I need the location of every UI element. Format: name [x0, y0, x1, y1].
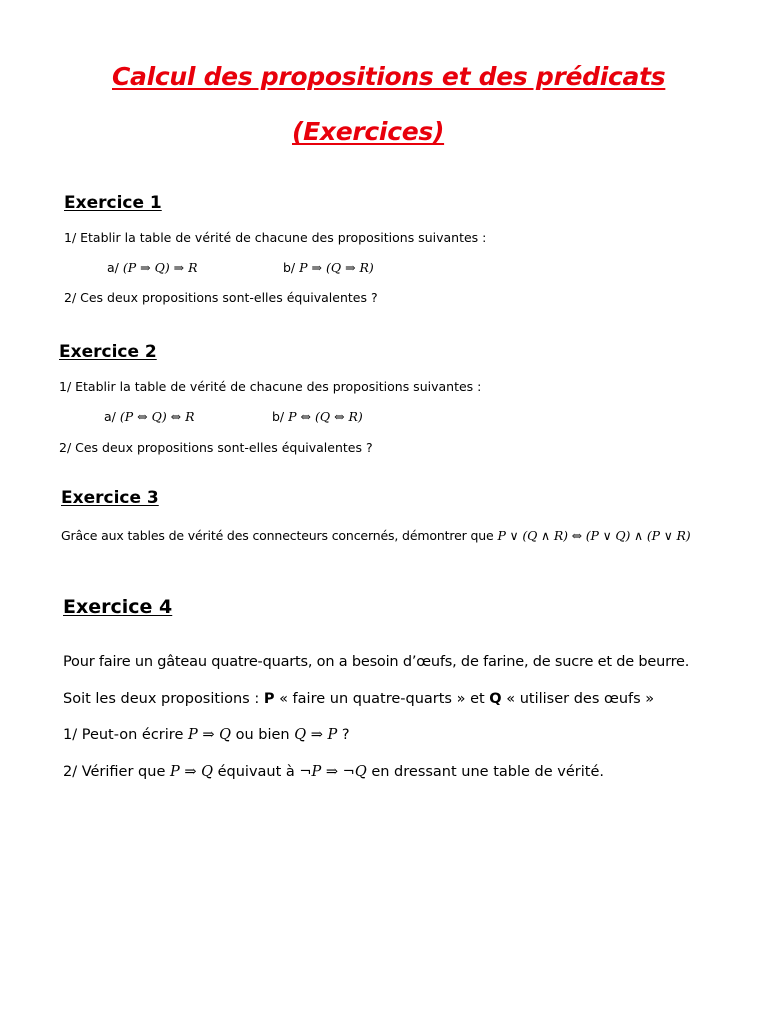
exercise-2-item-a-label: a/: [104, 409, 116, 424]
exercise-3-text: Grâce aux tables de vérité des connecteurs concernés, démontrer que: [61, 528, 494, 543]
exercise-3-statement: [61, 528, 691, 543]
exercise-4-heading: Exercice 4: [63, 596, 173, 618]
exercise-1-heading: Exercice 1: [64, 193, 162, 213]
exercise-4-proposition-p: P: [263, 691, 275, 707]
exercise-4-question-2: [63, 764, 604, 780]
exercise-4-question-2-text-c: en dressant une table de vérité.: [371, 764, 604, 780]
exercise-4-question-1-text-c: ?: [341, 727, 350, 743]
exercise-1-item-a-formula: (P ⇒ Q) ⇒ R: [122, 260, 198, 275]
exercise-2-item-b-label: b/: [272, 409, 285, 424]
exercise-2-item-a-formula: (P ⇔ Q) ⇔ R: [119, 409, 195, 424]
exercise-2-item-a: [104, 409, 195, 424]
exercise-4-question-1-text-a: 1/ Peut-on écrire: [63, 727, 184, 743]
exercise-4-question-2-formula-2: ¬P ⇒ ¬Q: [299, 764, 367, 780]
exercise-1-item-b-formula: P ⇒ (Q ⇒ R): [299, 260, 374, 275]
exercise-1-item-a-label: a/: [107, 260, 119, 275]
page-title: Calcul des propositions et des prédicats: [112, 62, 666, 91]
exercise-3-heading: Exercice 3: [61, 488, 159, 508]
exercise-2-heading: Exercice 2: [59, 342, 157, 362]
page-subtitle: (Exercices): [292, 117, 445, 146]
exercise-4-question-1-text-b: ou bien: [235, 727, 290, 743]
exercise-4-intro: Pour faire un gâteau quatre-quarts, on a besoin d’œufs, de farine, de sucre et de beurre.: [63, 654, 690, 670]
exercise-4-question-1-formula-2: Q ⇒ P: [294, 727, 338, 743]
exercise-2-question-2: 2/ Ces deux propositions sont-elles équivalentes ?: [59, 440, 373, 455]
exercise-4-proposition-q: Q: [489, 691, 502, 707]
exercise-1-question-2: 2/ Ces deux propositions sont-elles équivalentes ?: [64, 290, 378, 305]
exercise-1-item-b: [283, 260, 374, 275]
exercise-2-question-1: 1/ Etablir la table de vérité de chacune des propositions suivantes :: [59, 379, 482, 394]
exercise-4-question-2-text-a: 2/ Vérifier que: [63, 764, 166, 780]
exercise-1-question-1: 1/ Etablir la table de vérité de chacune des propositions suivantes :: [64, 230, 487, 245]
exercise-2-item-b-formula: P ⇔ (Q ⇔ R): [288, 409, 363, 424]
exercise-4-propositions-text-a: Soit les deux propositions :: [63, 691, 260, 707]
exercise-4-propositions-text-c: « utiliser des œufs »: [506, 691, 655, 707]
exercise-4-question-2-text-b: équivaut à: [217, 764, 295, 780]
exercise-1-item-b-label: b/: [283, 260, 296, 275]
exercise-4-question-1: [63, 727, 350, 743]
exercise-4-question-1-formula-1: P ⇒ Q: [187, 727, 231, 743]
exercise-4-question-2-formula-1: P ⇒ Q: [169, 764, 213, 780]
exercise-4-propositions: [63, 691, 654, 707]
exercise-3-formula: P ∨ (Q ∧ R) ⇔ (P ∨ Q) ∧ (P ∨ R): [497, 528, 691, 543]
exercise-4-propositions-text-b: « faire un quatre-quarts » et: [279, 691, 485, 707]
exercise-1-item-a: [107, 260, 198, 275]
exercise-2-item-b: [272, 409, 363, 424]
